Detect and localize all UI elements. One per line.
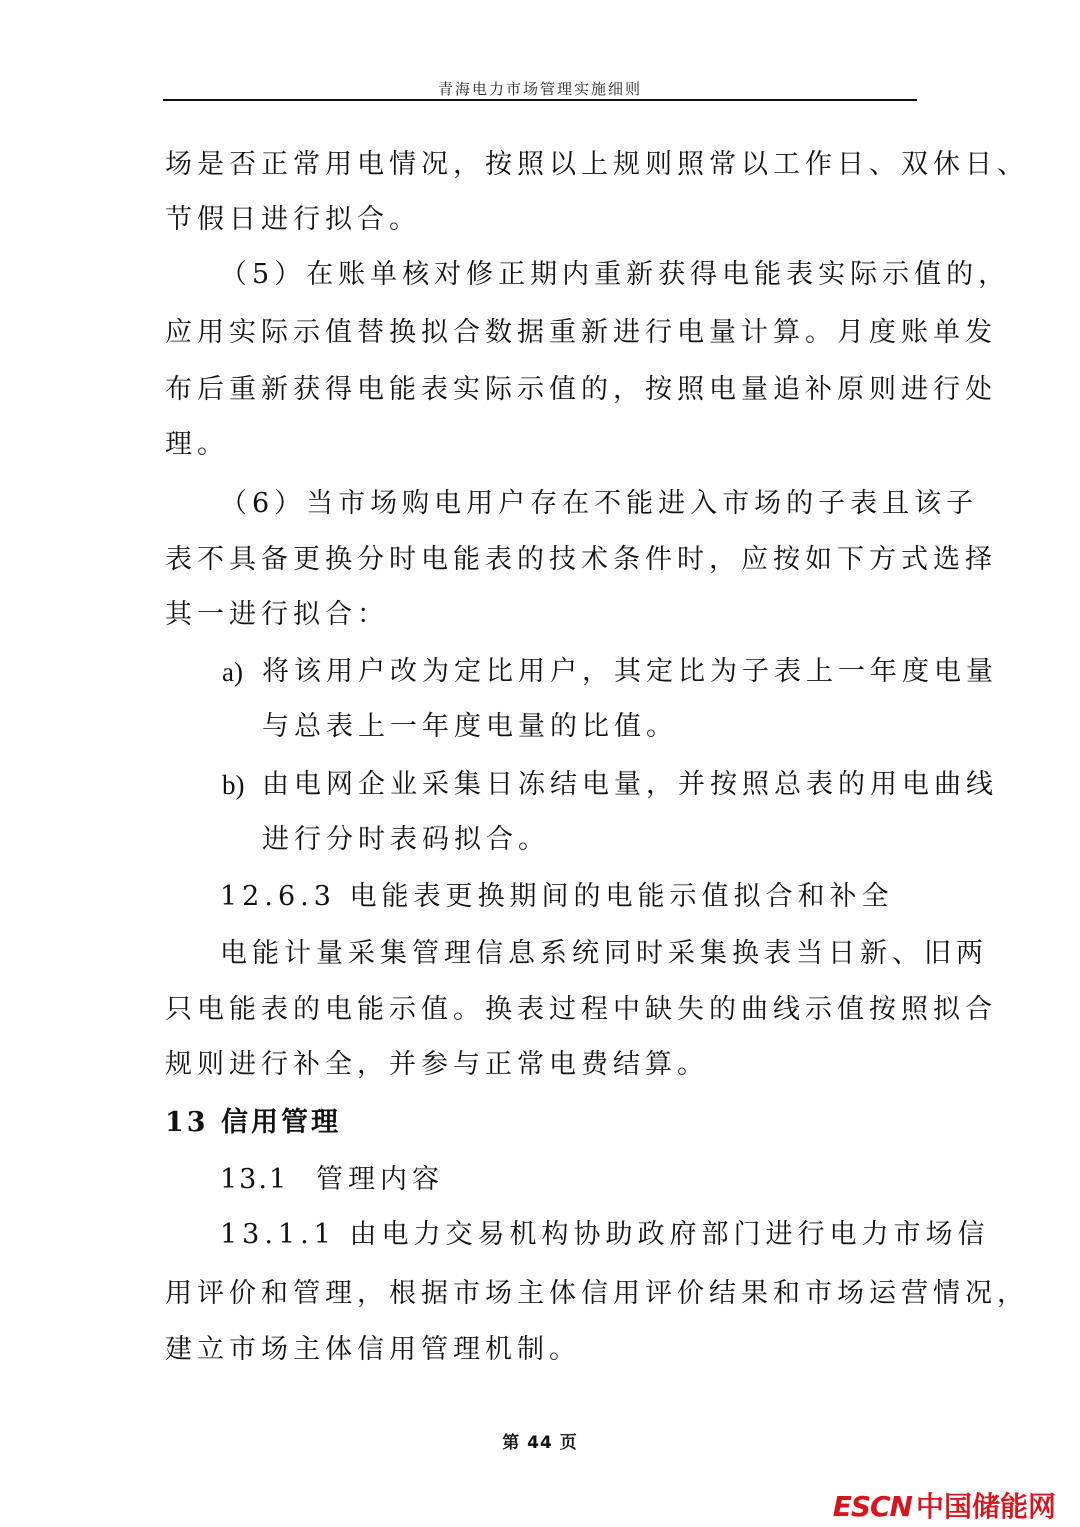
header-rule (163, 99, 917, 101)
paragraph-line: （6）当市场购电用户存在不能进入市场的子表且该子 (220, 488, 979, 519)
section-title: 管理内容 (316, 1164, 444, 1195)
paragraph-line: 只电能表的电能示值。换表过程中缺失的曲线示值按照拟合 (165, 994, 997, 1025)
paragraph-line: 用评价和管理，根据市场主体信用评价结果和市场运营情况， (165, 1278, 1029, 1309)
list-item-text: 进行分时表码拟合。 (262, 824, 550, 855)
chapter-heading-13: 13 信用管理 (165, 1107, 341, 1138)
paragraph-line: 其一进行拟合： (165, 599, 389, 630)
watermark-latin: ESCN (832, 1490, 912, 1523)
page-header: 青海电力市场管理实施细则 (437, 80, 642, 98)
watermark-cjk: 中国储能网 (915, 1490, 1056, 1523)
paragraph-line: 13.1.1 由电力交易机构协助政府部门进行电力市场信 (220, 1219, 990, 1250)
list-item-text: 由电网企业采集日冻结电量，并按照总表的用电曲线 (262, 769, 998, 800)
page-number: 第 44 页 (502, 1433, 578, 1453)
watermark-logo (833, 1485, 1056, 1525)
paragraph-line: （5）在账单核对修正期内重新获得电能表实际示值的， (220, 259, 1011, 290)
paragraph-line: 电能计量采集管理信息系统同时采集换表当日新、旧两 (220, 938, 988, 969)
list-item-text: 将该用户改为定比用户，其定比为子表上一年度电量 (262, 656, 998, 687)
paragraph-line: 布后重新获得电能表实际示值的，按照电量追补原则进行处 (165, 374, 997, 405)
section-heading-12-6-3: 12.6.3 电能表更换期间的电能示值拟合和补全 (220, 881, 894, 912)
list-marker: a) (222, 657, 243, 687)
paragraph-line: 建立市场主体信用管理机制。 (165, 1334, 581, 1365)
paragraph-line: 规则进行补全，并参与正常电费结算。 (165, 1049, 709, 1080)
paragraph-line: 应用实际示值替换拟合数据重新进行电量计算。月度账单发 (165, 317, 997, 348)
paragraph-line: 节假日进行拟合。 (165, 204, 421, 235)
paragraph-line: 理。 (165, 429, 229, 460)
section-number: 13.1 (220, 1164, 289, 1195)
paragraph-line: 表不具备更换分时电能表的技术条件时，应按如下方式选择 (165, 544, 997, 575)
list-marker: b) (222, 770, 245, 800)
paragraph-line: 场是否正常用电情况，按照以上规则照常以工作日、双休日、 (165, 149, 1029, 180)
section-heading-13-1 (220, 1163, 444, 1197)
list-item-text: 与总表上一年度电量的比值。 (262, 711, 678, 742)
